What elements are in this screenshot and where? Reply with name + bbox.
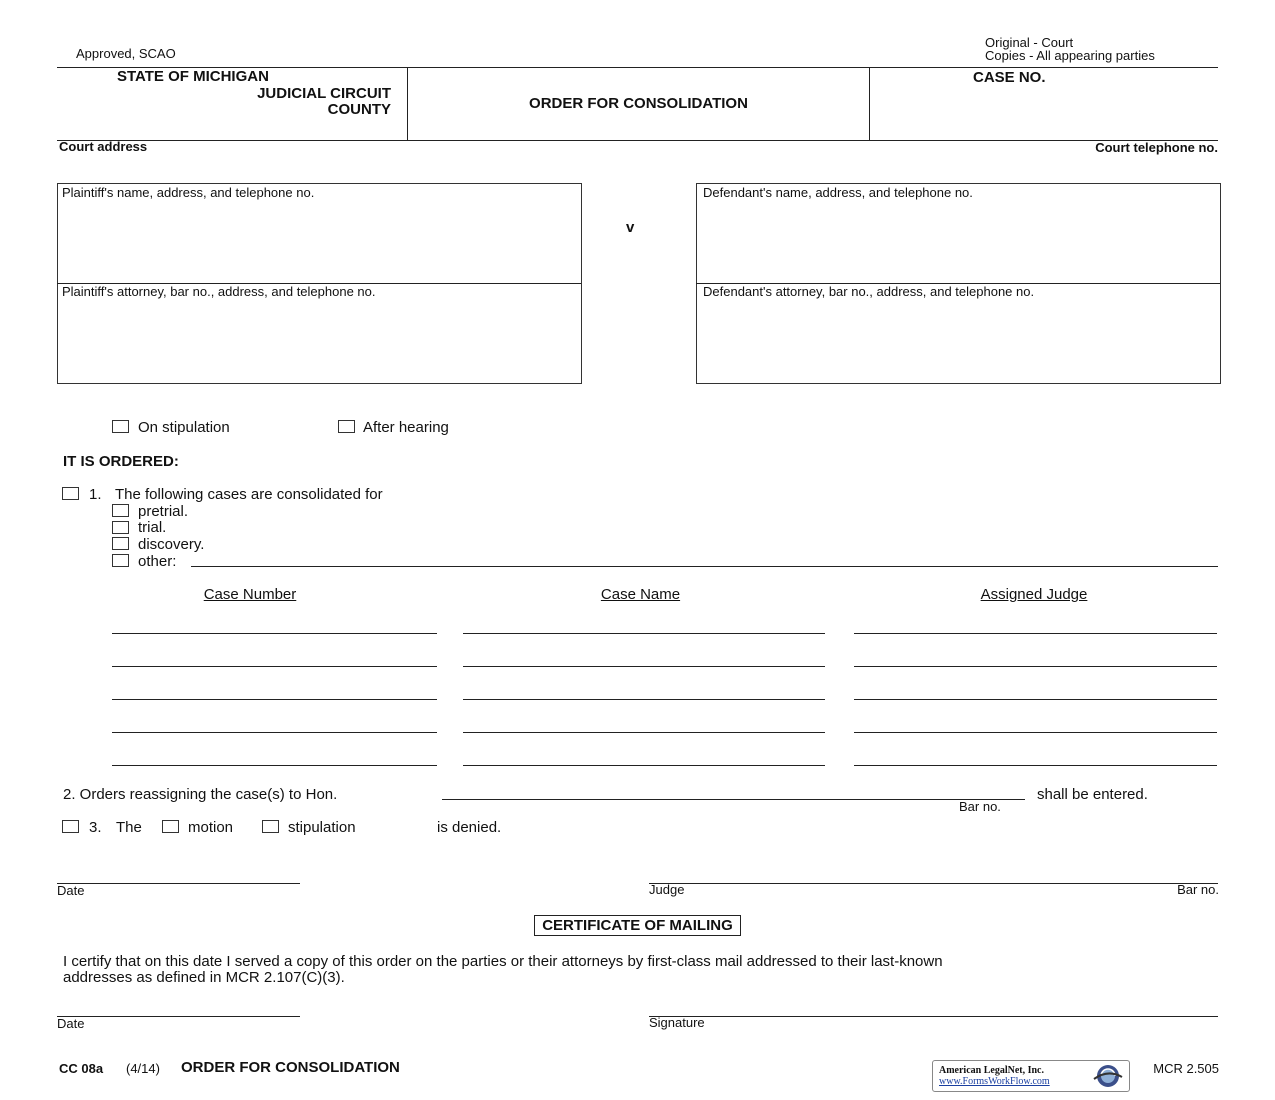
copies-original: Original - Court: [985, 35, 1074, 50]
trial-checkbox[interactable]: [112, 521, 129, 534]
footer-title: ORDER FOR CONSOLIDATION: [181, 1059, 400, 1076]
assigned-judge-line[interactable]: [854, 732, 1217, 733]
order-heading: IT IS ORDERED:: [63, 453, 179, 470]
other-checkbox[interactable]: [112, 554, 129, 567]
certificate-date-line[interactable]: [57, 1016, 300, 1017]
date-label: Date: [57, 883, 85, 898]
case-no-field[interactable]: [878, 88, 1213, 134]
logo-company: American LegalNet, Inc.: [939, 1065, 1044, 1076]
case-name-line[interactable]: [463, 699, 825, 700]
motion-label: motion: [188, 819, 234, 836]
circuit-field[interactable]: [210, 83, 390, 99]
court-address-label: Court address: [59, 139, 148, 154]
on-stipulation-label: On stipulation: [138, 419, 230, 436]
form-revision: (4/14): [126, 1061, 160, 1076]
certificate-heading: CERTIFICATE OF MAILING: [534, 915, 741, 936]
assigned-judge-line[interactable]: [854, 666, 1217, 667]
assigned-judge-line[interactable]: [854, 633, 1217, 634]
trial-label: trial.: [138, 519, 167, 536]
judge-name-line[interactable]: [442, 799, 1025, 800]
plaintiff-attorney-label: Plaintiff's attorney, bar no., address, and telephone no.: [62, 284, 376, 299]
globe-icon: [1090, 1063, 1126, 1089]
plaintiff-label: Plaintiff's name, address, and telephone no.: [62, 185, 315, 200]
other-label: other:: [138, 553, 177, 570]
case-number-line[interactable]: [112, 699, 437, 700]
case-name-line[interactable]: [463, 765, 825, 766]
item3-the: The: [116, 819, 142, 836]
item3-denied: is denied.: [437, 819, 502, 836]
after-hearing-checkbox[interactable]: [338, 420, 355, 433]
versus-label: v: [626, 219, 635, 236]
col-case-name: Case Name: [600, 586, 681, 603]
item1-text: The following cases are consolidated for: [115, 486, 383, 503]
item1-number: 1.: [89, 486, 102, 503]
on-stipulation-checkbox[interactable]: [112, 420, 129, 433]
col-assigned-judge: Assigned Judge: [980, 586, 1088, 603]
other-input-line[interactable]: [191, 566, 1218, 567]
certificate-line-2: addresses as defined in MCR 2.107(C)(3).: [63, 969, 345, 986]
case-number-line[interactable]: [112, 765, 437, 766]
judge-bar-label: Bar no.: [1177, 882, 1219, 897]
item3-checkbox[interactable]: [62, 820, 79, 833]
certificate-signature-line[interactable]: [649, 1016, 1218, 1017]
case-name-line[interactable]: [463, 633, 825, 634]
case-name-line[interactable]: [463, 732, 825, 733]
date-line[interactable]: [57, 883, 300, 884]
assigned-judge-line[interactable]: [854, 765, 1217, 766]
page-title: ORDER FOR CONSOLIDATION: [529, 95, 748, 112]
item2-end-text: shall be entered.: [1037, 786, 1148, 803]
state-label: STATE OF MICHIGAN: [117, 68, 269, 85]
case-number-line[interactable]: [112, 732, 437, 733]
certificate-line-1: I certify that on this date I served a copy of this order on the parties or their attorneys by first-class mail addressed to their last-known: [63, 953, 943, 970]
item2-bar-label: Bar no.: [959, 799, 1001, 814]
certificate-signature-label: Signature: [649, 1015, 705, 1030]
item2-text: 2. Orders reassigning the case(s) to Hon.: [63, 786, 338, 803]
header-divider-right: [869, 67, 870, 140]
logo-url[interactable]: www.FormsWorkFlow.com: [939, 1076, 1050, 1087]
stipulation-label: stipulation: [288, 819, 356, 836]
case-number-line[interactable]: [112, 666, 437, 667]
case-no-label: CASE NO.: [973, 69, 1046, 86]
item1-checkbox[interactable]: [62, 487, 79, 500]
case-name-line[interactable]: [463, 666, 825, 667]
motion-checkbox[interactable]: [162, 820, 179, 833]
defendant-label: Defendant's name, address, and telephone no.: [703, 185, 973, 200]
circuit-label: JUDICIAL CIRCUIT: [257, 85, 391, 102]
approved-label: Approved, SCAO: [76, 46, 176, 61]
mcr-rule: MCR 2.505: [1153, 1061, 1219, 1076]
col-case-number: Case Number: [203, 586, 297, 603]
discovery-label: discovery.: [138, 536, 205, 553]
case-number-line[interactable]: [112, 633, 437, 634]
certificate-date-label: Date: [57, 1016, 85, 1031]
court-telephone-label: Court telephone no.: [1095, 140, 1218, 155]
stipulation-checkbox[interactable]: [262, 820, 279, 833]
county-label: COUNTY: [327, 101, 391, 118]
discovery-checkbox[interactable]: [112, 537, 129, 550]
assigned-judge-line[interactable]: [854, 699, 1217, 700]
judge-label: Judge: [649, 882, 685, 897]
certificate-heading-wrap: [0, 917, 1275, 935]
pretrial-label: pretrial.: [138, 503, 189, 520]
item3-number: 3.: [89, 819, 102, 836]
after-hearing-label: After hearing: [363, 419, 449, 436]
american-legalnet-logo[interactable]: [932, 1060, 1130, 1092]
pretrial-checkbox[interactable]: [112, 504, 129, 517]
form-number: CC 08a: [59, 1061, 104, 1076]
defendant-attorney-label: Defendant's attorney, bar no., address, and telephone no.: [703, 284, 1035, 299]
copies-parties: Copies - All appearing parties: [985, 48, 1155, 63]
